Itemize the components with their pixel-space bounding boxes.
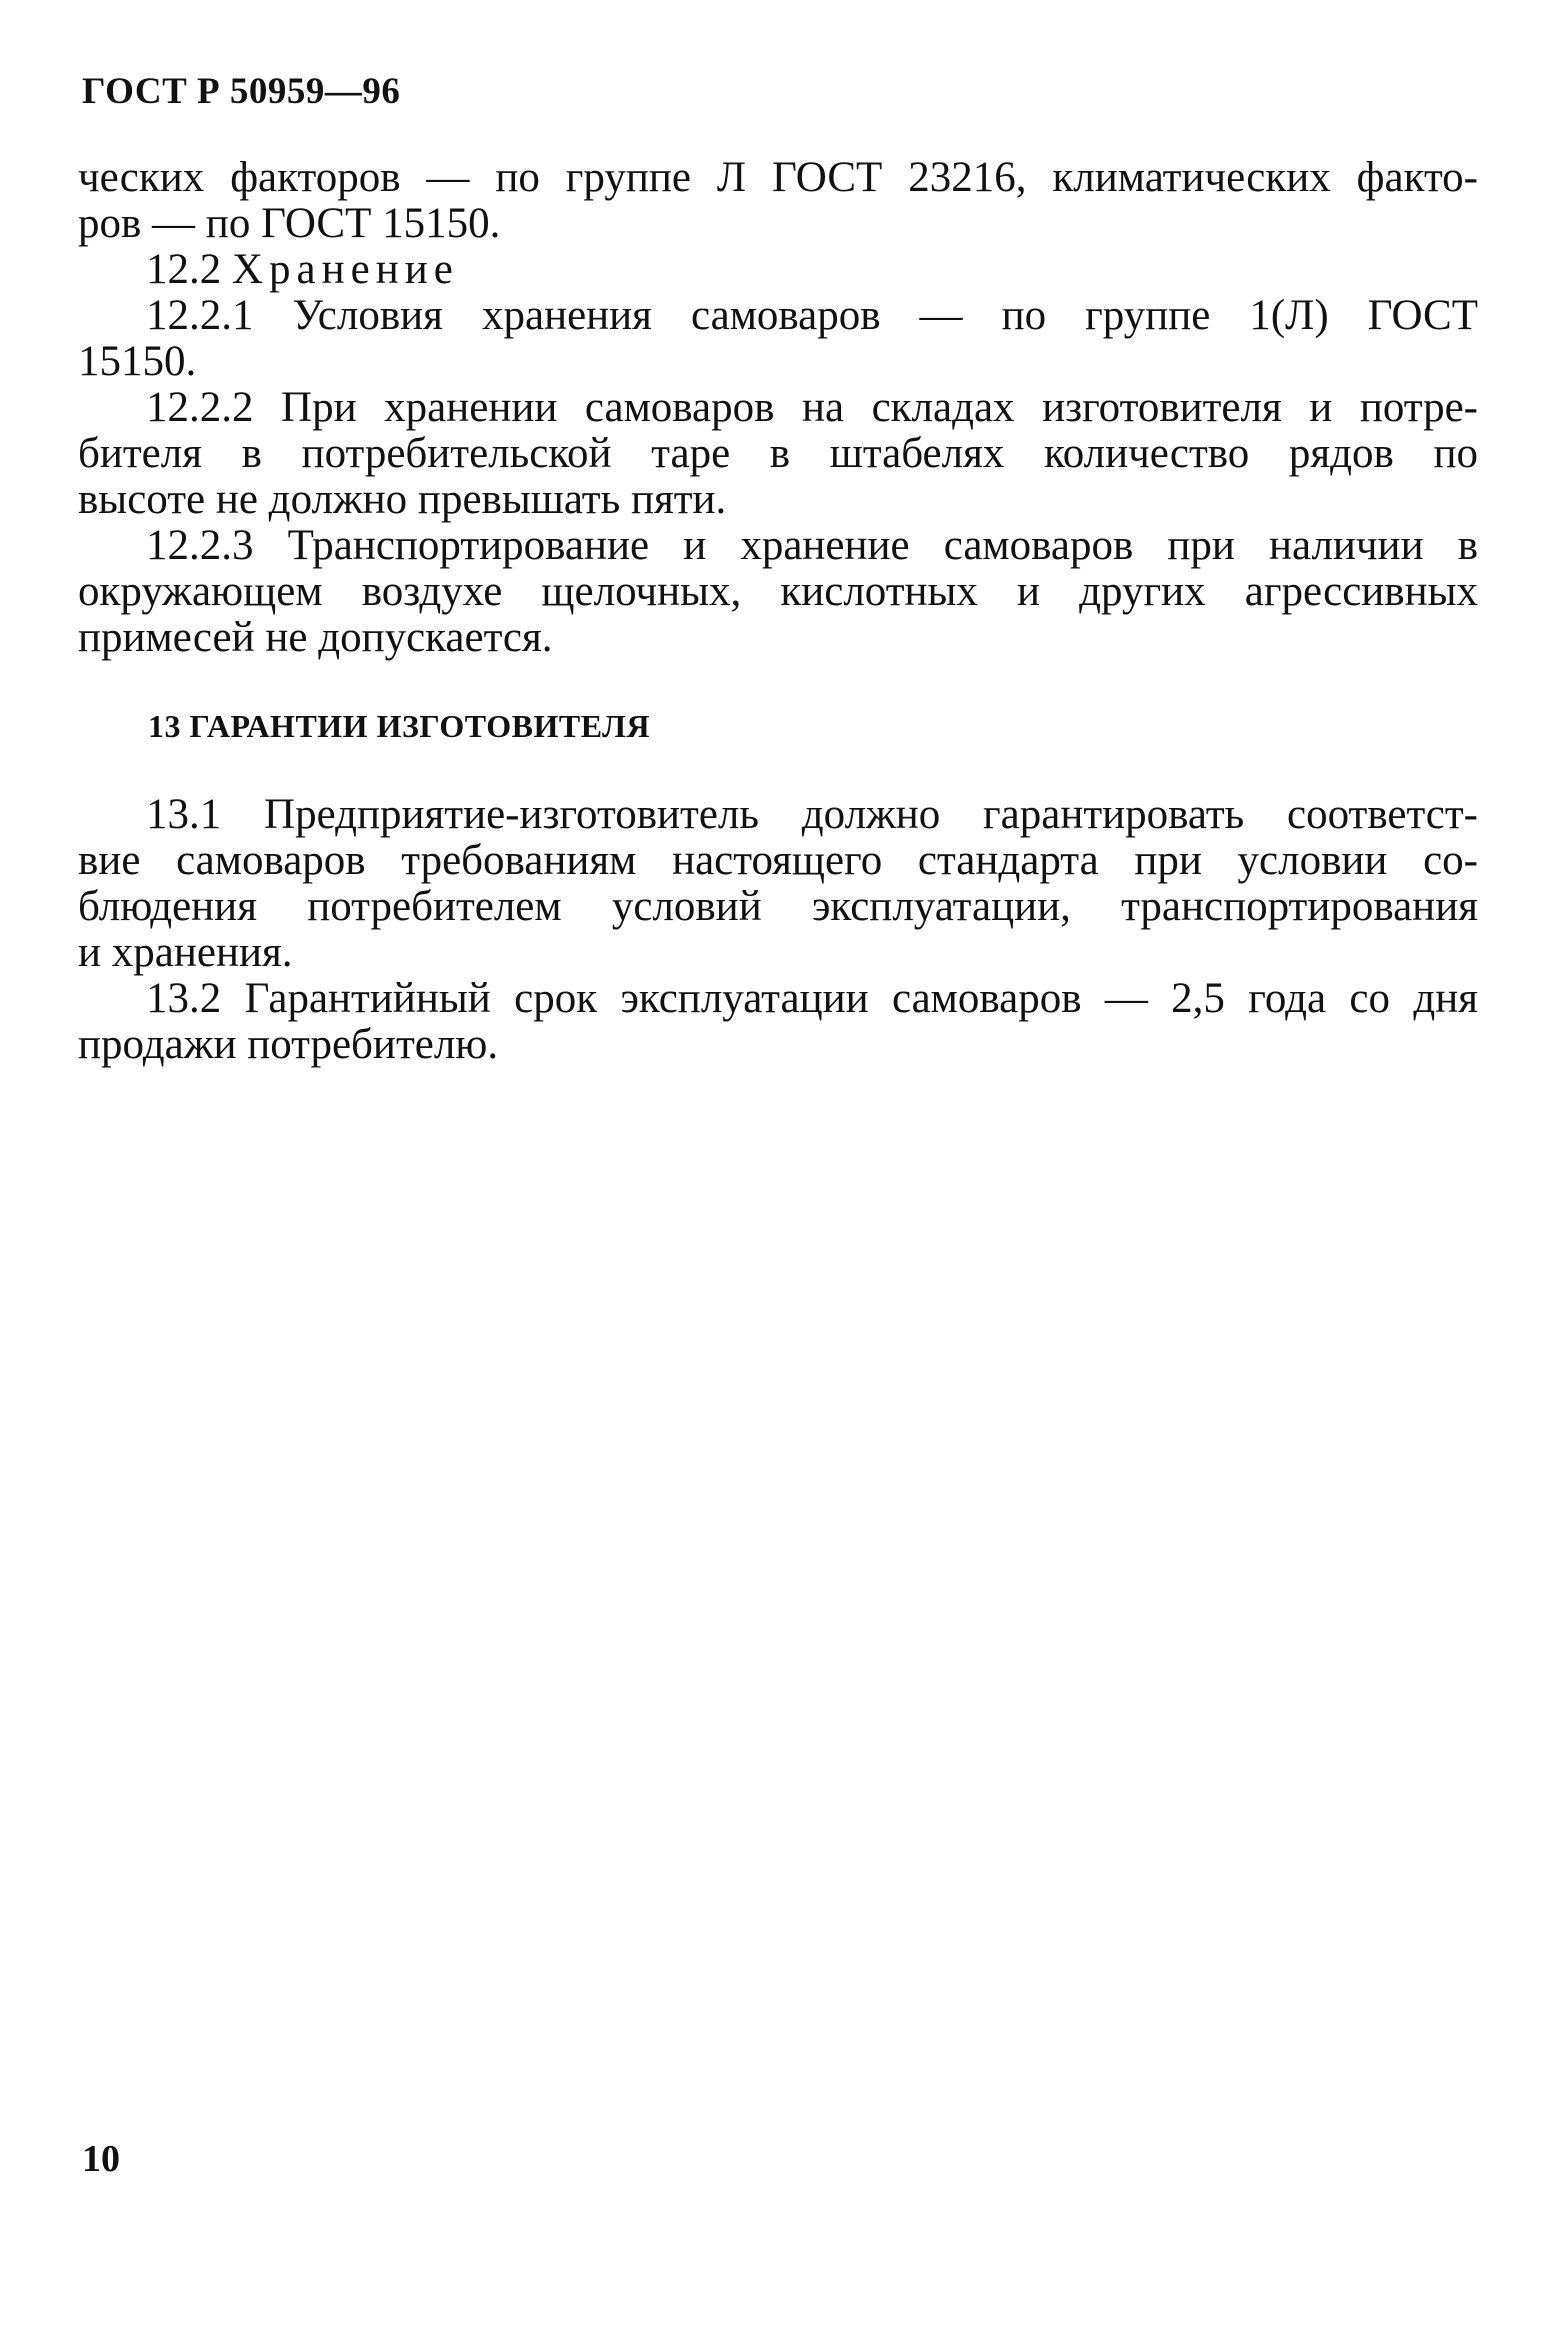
paragraph-line: примесей не допускается. bbox=[78, 614, 553, 661]
subsection-title: Хранение bbox=[232, 246, 459, 293]
paragraph-line: вие самоваров требованиям настоящего стандарта при условии со- bbox=[78, 837, 1478, 884]
continuation-line: ческих факторов — по группе Л ГОСТ 23216, климатических факто- bbox=[78, 154, 1478, 201]
paragraph-12-2-3: 12.2.3 Транспортирование и хранение самоваров при наличии в bbox=[146, 522, 1478, 569]
paragraph-line: и хранения. bbox=[78, 929, 293, 976]
standard-code-header: ГОСТ Р 50959—96 bbox=[82, 71, 401, 112]
subsection-number: 12.2 bbox=[146, 246, 222, 293]
subsection-heading-storage bbox=[78, 247, 1478, 293]
paragraph-line: бителя в потребительской таре в штабелях количество рядов по bbox=[78, 430, 1478, 477]
paragraph-line: 15150. bbox=[78, 338, 197, 385]
section-13-heading: 13 ГАРАНТИИ ИЗГОТОВИТЕЛЯ bbox=[148, 708, 651, 744]
paragraph-13-2: 13.2 Гарантийный срок эксплуатации самоваров — 2,5 года со дня bbox=[146, 975, 1478, 1022]
section-12-text bbox=[78, 155, 1478, 661]
continuation-line: ров — по ГОСТ 15150. bbox=[78, 200, 501, 247]
paragraph-line: продажи потребителю. bbox=[78, 1021, 499, 1068]
paragraph-13-1: 13.1 Предприятие-изготовитель должно гарантировать соответст- bbox=[146, 791, 1478, 838]
paragraph-line: блюдения потребителем условий эксплуатации, транспортирования bbox=[78, 883, 1478, 930]
page-number: 10 bbox=[82, 2138, 120, 2180]
paragraph-12-2-2: 12.2.2 При хранении самоваров на складах изготовителя и потре- bbox=[146, 384, 1478, 431]
paragraph-line: высоте не должно превышать пяти. bbox=[78, 476, 727, 523]
paragraph-12-2-1: 12.2.1 Условия хранения самоваров — по группе 1(Л) ГОСТ bbox=[146, 292, 1478, 339]
paragraph-line: окружающем воздухе щелочных, кислотных и других агрессивных bbox=[78, 568, 1478, 615]
section-13-text bbox=[78, 792, 1478, 1068]
